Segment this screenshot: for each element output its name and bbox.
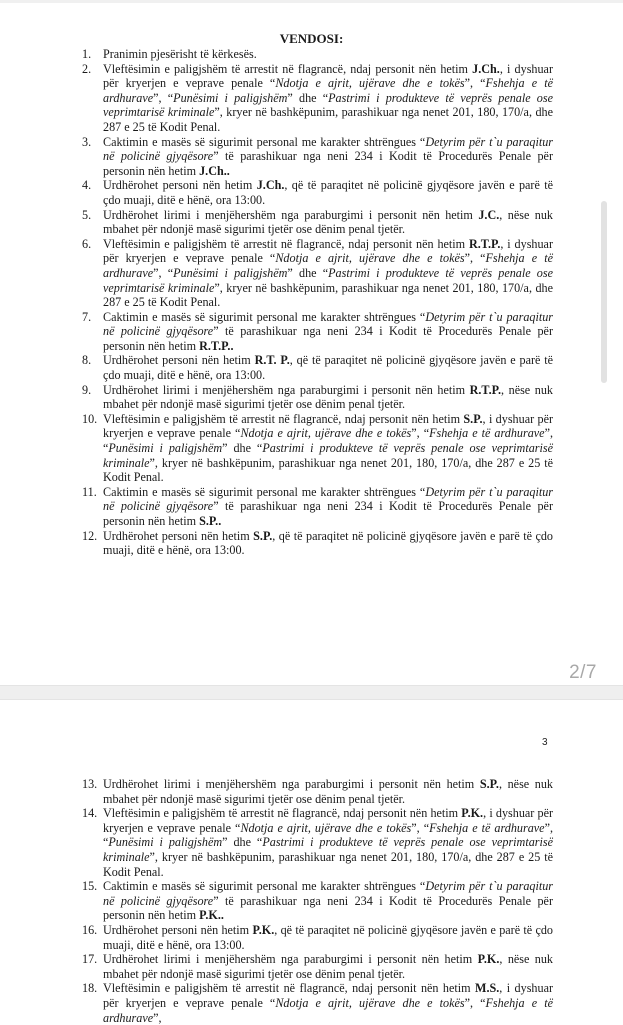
page-number: 3 [542, 737, 548, 748]
person-initials: S.P. [479, 777, 499, 791]
item-text: ”, “ [464, 251, 486, 266]
item-number: 16. [82, 922, 98, 937]
item-text: ” të parashikuar nga neni 234 i Kodit të Procedurës Penale për personin nën hetim [103, 893, 553, 923]
list-item [82, 237, 553, 310]
item-text: Urdhërohet lirimi i menjëhershëm nga paraburgimi i personit nën hetim [103, 777, 480, 791]
item-text: Vleftësimin e paligjshëm të arrestit në flagrancë, ndaj personit nën hetim [103, 806, 462, 821]
item-number: 2. [82, 61, 92, 76]
quoted-term: Punësimi i paligjshëm [173, 265, 288, 280]
quoted-term: Ndotja e ajrit, ujërave dhe e tokës [240, 426, 412, 441]
item-text: , i dyshuar për kryerjen e veprave penale “ [103, 236, 553, 266]
quoted-term: Detyrim për t`u paraqitur në policinë gjyqësore [103, 134, 554, 164]
item-text: ”, kryer në bashkëpunim, parashikuar nga nenet 201, 180, 170/a, dhe 287 e 25 të Kodit Penal. [103, 849, 553, 879]
decision-list-page-2 [82, 47, 553, 558]
person-initials: J.Ch.. [199, 163, 230, 178]
item-number: 8. [82, 353, 92, 368]
item-number: 9. [82, 382, 92, 397]
item-text: , që të paraqitet në policinë gjyqësore javën e parë të çdo muaji, ditë e hënë, ora 13:00. [103, 178, 553, 207]
quoted-term: Detyrim për t`u paraqitur në policinë gjyqësore [103, 309, 554, 339]
item-text: , i dyshuar për kryerjen e veprave penale “ [103, 411, 553, 441]
item-number: 5. [82, 207, 92, 222]
item-text: Caktimin e masës së sigurimit personal me karakter shtrëngues “ [103, 309, 426, 324]
item-text: ”, [153, 1010, 162, 1025]
quoted-term: Pastrimi i produkteve të veprës penale ose veprimtarisë kriminale [103, 265, 553, 295]
item-text: Vleftësimin e paligjshëm të arrestit në flagrancë, ndaj personit nën hetim [103, 981, 475, 996]
person-initials: J.C. [478, 207, 500, 222]
quoted-term: Detyrim për t`u paraqitur në policinë gjyqësore [103, 879, 554, 908]
person-initials: S.P.. [199, 514, 222, 528]
quoted-term: Fshehja e të ardhurave [103, 76, 553, 105]
item-number: 18. [82, 981, 98, 996]
item-text: ” dhe “ [287, 265, 329, 280]
item-text: Urdhërohet lirimi i menjëhershëm nga paraburgimi i personit nën hetim [103, 207, 479, 222]
list-item [82, 62, 553, 135]
item-text: ”, “ [103, 820, 553, 850]
item-text: Caktimin e masës së sigurimit personal me karakter shtrëngues “ [103, 484, 426, 499]
item-text: , nëse nuk mbahet për ndonjë masë sigurimi tjetër ose dënim penal tjetër. [103, 952, 553, 981]
quoted-term: Ndotja e ajrit, ujërave dhe e tokës [275, 76, 465, 91]
item-text: , i dyshuar për kryerjen e veprave penale “ [103, 61, 553, 91]
quoted-term: Fshehja e të ardhurave [429, 426, 545, 441]
item-text: ”, “ [103, 426, 553, 456]
item-text: Pranimin pjesërisht të kërkesës. [103, 47, 257, 61]
item-text: , i dyshuar për kryerjen e veprave penale “ [103, 806, 553, 835]
quoted-term: Punësimi i paligjshëm [108, 441, 223, 456]
quoted-term: Ndotja e ajrit, ujërave dhe e tokës [275, 995, 465, 1010]
item-text: Vleftësimin e paligjshëm të arrestit në flagrancë, ndaj personit nën hetim [103, 236, 469, 251]
quoted-term: Pastrimi i produkteve të veprës penale ose veprimtarisë kriminale [103, 441, 553, 470]
quoted-term: Punësimi i paligjshëm [173, 90, 288, 105]
item-text: ”, kryer në bashkëpunim, parashikuar nga nenet 201, 180, 170/a, dhe 287 e 25 të Kodit Penal. [103, 105, 553, 134]
list-item [82, 923, 553, 952]
item-number: 11. [82, 484, 97, 499]
item-text: ” të parashikuar nga neni 234 i Kodit të Procedurës Penale për personin nën hetim [103, 499, 553, 528]
item-text: ”, “ [411, 820, 430, 835]
item-text: ” të parashikuar nga neni 234 i Kodit të Procedurës Penale për personin nën hetim [103, 324, 553, 353]
person-initials: J.Ch. [256, 178, 285, 193]
item-text: , nëse nuk mbahet për ndonjë masë sigurimi tjetër ose dënim penal tjetër. [103, 382, 553, 412]
item-number: 1. [82, 47, 92, 61]
list-item [82, 135, 553, 179]
item-number: 13. [82, 777, 98, 791]
person-initials: P.K. [252, 922, 275, 937]
person-initials: S.P. [253, 528, 273, 543]
person-initials: P.K.. [199, 908, 224, 923]
list-item [82, 208, 553, 237]
list-item [82, 981, 553, 1025]
person-initials: S.P. [463, 411, 483, 426]
item-text: Caktimin e masës së sigurimit personal me karakter shtrëngues “ [103, 134, 426, 149]
item-text: , i dyshuar për kryerjen e veprave penale “ [103, 981, 553, 1010]
decision-heading: VENDOSI: [279, 31, 344, 46]
item-number: 6. [82, 236, 92, 251]
person-initials: R.T.P. [469, 236, 501, 251]
item-text: ”, “ [411, 426, 430, 441]
quoted-term: Ndotja e ajrit, ujërave dhe e tokës [240, 820, 412, 835]
person-initials: M.S. [475, 981, 500, 996]
item-number: 4. [82, 178, 92, 193]
item-text: ”, “ [464, 76, 486, 91]
list-item [82, 412, 553, 485]
item-number: 12. [82, 528, 98, 543]
item-text: ” të parashikuar nga neni 234 i Kodit të Procedurës Penale për personin nën hetim [103, 149, 553, 178]
item-text: ” dhe “ [222, 835, 263, 850]
item-text: , që të paraqitet në policinë gjyqësore javën e parë të çdo muaji, ditë e hënë, ora 13:00. [103, 353, 553, 383]
list-item [82, 383, 553, 412]
person-initials: R.T.P. [469, 382, 501, 397]
item-number: 14. [82, 806, 98, 821]
page-indicator: 2/7 [569, 662, 597, 683]
item-number: 10. [82, 411, 98, 426]
person-initials: P.K. [461, 806, 484, 821]
item-text: Urdhërohet personi nën hetim [103, 178, 257, 193]
vertical-scrollbar[interactable] [601, 201, 607, 383]
item-text: Urdhërohet personi nën hetim [103, 528, 254, 543]
item-text: Caktimin e masës së sigurimit personal me karakter shtrëngues “ [103, 879, 426, 894]
quoted-term: Pastrimi i produkteve të veprës penale ose veprimtarisë kriminale [103, 835, 553, 864]
quoted-term: Punësimi i paligjshëm [108, 835, 223, 850]
quoted-term: Fshehja e të ardhurave [429, 820, 545, 835]
quoted-term: Pastrimi i produkteve të veprës penale ose veprimtarisë kriminale [103, 90, 553, 120]
list-item [82, 47, 553, 62]
list-item [82, 529, 553, 558]
item-number: 3. [82, 134, 92, 149]
quoted-term: Fshehja e të ardhurave [103, 995, 553, 1025]
item-text: , nëse nuk mbahet për ndonjë masë sigurimi tjetër ose dënim penal tjetër. [103, 207, 554, 237]
item-text: Vleftësimin e paligjshëm të arrestit në flagrancë, ndaj personit nën hetim [103, 411, 464, 426]
item-number: 17. [82, 952, 98, 967]
item-text: ”, “ [464, 995, 486, 1010]
item-number: 7. [82, 309, 92, 324]
list-item [82, 879, 553, 923]
quoted-term: Detyrim për t`u paraqitur në policinë gjyqësore [103, 484, 554, 514]
quoted-term: Fshehja e të ardhurave [103, 251, 553, 280]
list-item [82, 806, 553, 879]
item-text: Urdhërohet lirimi i menjëhershëm nga paraburgimi i personit nën hetim [103, 382, 470, 397]
person-initials: J.Ch. [472, 61, 500, 76]
item-text: Urdhërohet lirimi i menjëhershëm nga paraburgimi i personit nën hetim [103, 952, 478, 967]
list-item [82, 952, 553, 981]
list-item [82, 485, 553, 529]
item-text: Urdhërohet personi nën hetim [103, 353, 255, 368]
person-initials: R.T. P. [254, 353, 290, 368]
list-item [82, 353, 553, 382]
list-item [82, 777, 553, 806]
person-initials: R.T.P.. [199, 338, 234, 353]
item-text: , që të paraqitet në policinë gjyqësore javën e parë të çdo muaji, ditë e hënë, ora 13:00. [103, 528, 553, 558]
item-text: ”, kryer në bashkëpunim, parashikuar nga nenet 201, 180, 170/a, dhe 287 e 25 të Kodit Penal. [103, 280, 553, 310]
item-text: , nëse nuk mbahet për ndonjë masë sigurimi tjetër ose dënim penal tjetër. [103, 777, 554, 806]
item-text: ” dhe “ [222, 441, 263, 456]
item-number: 15. [82, 879, 98, 894]
item-text: Vleftësimin e paligjshëm të arrestit në flagrancë, ndaj personit nën hetim [103, 61, 473, 76]
page-separator [0, 685, 623, 700]
person-initials: P.K. [477, 952, 500, 967]
item-text: , që të paraqitet në policinë gjyqësore javën e parë të çdo muaji, ditë e hënë, ora 13:00. [103, 922, 553, 952]
item-text: Urdhërohet personi nën hetim [103, 922, 253, 937]
decision-list-page-3 [82, 777, 553, 1025]
list-item [82, 310, 553, 354]
item-text: ”, “ [153, 90, 174, 105]
quoted-term: Ndotja e ajrit, ujërave dhe e tokës [275, 251, 465, 266]
item-text: ”, kryer në bashkëpunim, parashikuar nga nenet 201, 180, 170/a, dhe 287 e 25 të Kodit Penal. [103, 455, 553, 485]
list-item [82, 178, 553, 207]
item-text: ”, “ [153, 265, 174, 280]
item-text: ” dhe “ [287, 90, 329, 105]
